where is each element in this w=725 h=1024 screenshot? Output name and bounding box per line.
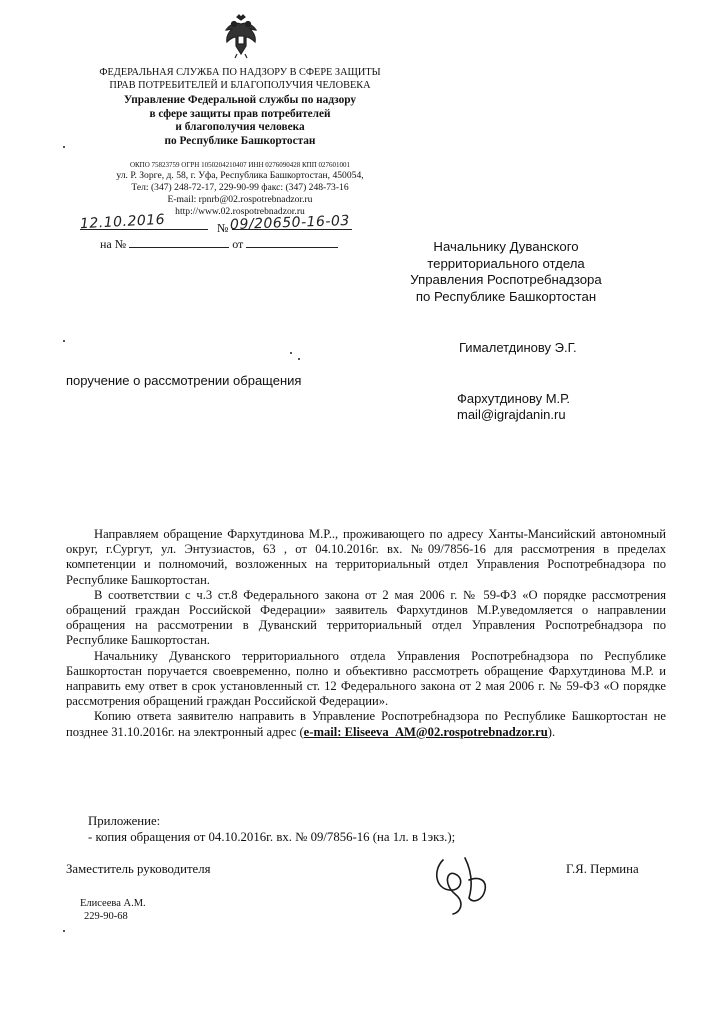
org-name [80,67,400,92]
reply-email: e-mail: Eliseeva_AM@02.rospotrebnadzor.ru [303,724,548,739]
ref-prefix: на № [100,237,127,251]
signer-name: Г.Я. Пермина [566,862,639,876]
body-paragraph-4 [66,709,666,739]
ref-number-blank [129,236,229,248]
addressee-line-4: по Республике Башкортостан [415,288,597,304]
dept-name [80,94,400,148]
reference-line [100,236,338,252]
org-contacts [80,170,400,218]
date-underline [80,229,208,230]
org-codes: ОКПО 75823759 ОГРН 1050204210407 ИНН 0276090428 КПП 027601001 [129,161,351,169]
applicant-name: Фархутдинову М.Р. [457,391,570,406]
org-line-2: ПРАВ ПОТРЕБИТЕЛЕЙ И БЛАГОПОЛУЧИЯ ЧЕЛОВЕКА [109,79,371,91]
body-paragraph-1: Направляем обращение Фархутдинова М.Р.., проживающего по адресу Ханты-Мансийский автономный округ, г.Сургут, ул. Энтузиастов, 63 , от 04.10.2016г. вх. №09/7856-16 для рассмотрения в пределах компетенции и полномочий, возложенных на территориальный отдел Управления Роспотребнадзора по Республике Башкортостан. [66,527,666,587]
handwritten-number: 09/20650-16-03 [229,212,351,234]
dept-line-2: в сфере защиты прав потребителей [149,107,331,120]
org-website: http://www.02.rospotrebnadzor.ru [175,206,305,217]
number-underline [232,229,352,230]
addressee-line-2: территориального отдела [427,255,585,271]
body-paragraph-3: Начальнику Дуванского территориального отдела Управления Роспотребнадзора по Республике Башкортостан поручается своевременно, полно и объективно рассмотреть обращение Фархутдинова М.Р. и направить ему ответ в срок установленный ст. 12 Федерального закона от 2 мая 2006 г. № 59-ФЗ «О порядке рассмотрения обращений граждан Российской Федерации». [66,648,666,709]
dept-line-1: Управление Федеральной службы по надзору [123,94,357,106]
letter-body [66,527,666,740]
scan-speck [298,358,300,360]
scan-speck [63,930,65,932]
applicant-email: mail@igrajdanin.ru [457,407,566,422]
org-phone: Тел: (347) 248-72-17, 229-90-99 факс: (347) 248-73-16 [131,182,349,193]
org-line-1: ФЕДЕРАЛЬНАЯ СЛУЖБА ПО НАДЗОРУ В СФЕРЕ ЗАЩИТЫ [99,67,381,78]
body-paragraph-2: В соответствии с ч.3 ст.8 Федерального закона от 2 мая 2006 г. № 59-ФЗ «О порядке рассмотрения обращений граждан Российской Федерации» заявитель Фархутдинов М.Р.уведомляется о направлении обращения на рассмотрении в Дуванский территориальный отдел Управления Роспотребнадзора по Республике Башкортостан. [66,587,666,648]
body-p4-text: Копию ответа заявителю направить в Управление Роспотребнадзора по Республике Башкортостан не позднее 31.10.2016г. на электронный адрес ( [66,709,666,739]
addressee-name: Гималетдинову Э.Г. [459,340,577,355]
applicant-block [457,391,570,423]
executor-name: Елисеева А.М. [80,898,146,909]
executor-block [80,897,146,923]
letter-subject: поручение о рассмотрении обращения [66,373,302,388]
attachments-title: Приложение: [88,814,161,828]
attachments-block [88,813,455,845]
dept-line-4: по Республике Башкортостан [164,134,316,147]
signer-position: Заместитель руководителя [66,862,211,876]
handwritten-signature [425,850,515,918]
body-p4-end: ). [547,724,556,739]
org-email: E-mail: rpnrb@02.rospotrebnadzor.ru [167,194,313,205]
handwritten-date: 12.10.2016 [79,211,166,233]
coat-of-arms-icon [216,12,266,62]
scan-speck [63,146,65,148]
addressee-block [396,239,616,305]
scan-speck [290,352,292,354]
dept-line-3: и благополучия человека [175,121,305,134]
executor-phone: 229-90-68 [84,911,128,922]
org-address: ул. Р. Зорге, д. 58, г. Уфа, Республика Башкортостан, 450054, [116,170,364,181]
ref-mid: от [232,237,244,251]
ref-date-blank [246,236,338,248]
attachment-item: - копия обращения от 04.10.2016г. вх. № 09/7856-16 (на 1л. в 1экз.); [88,830,456,844]
number-label: № [217,221,229,235]
scan-speck [63,340,65,342]
addressee-line-1: Начальнику Дуванского [433,239,579,254]
addressee-line-3: Управления Роспотребнадзора [410,272,602,287]
